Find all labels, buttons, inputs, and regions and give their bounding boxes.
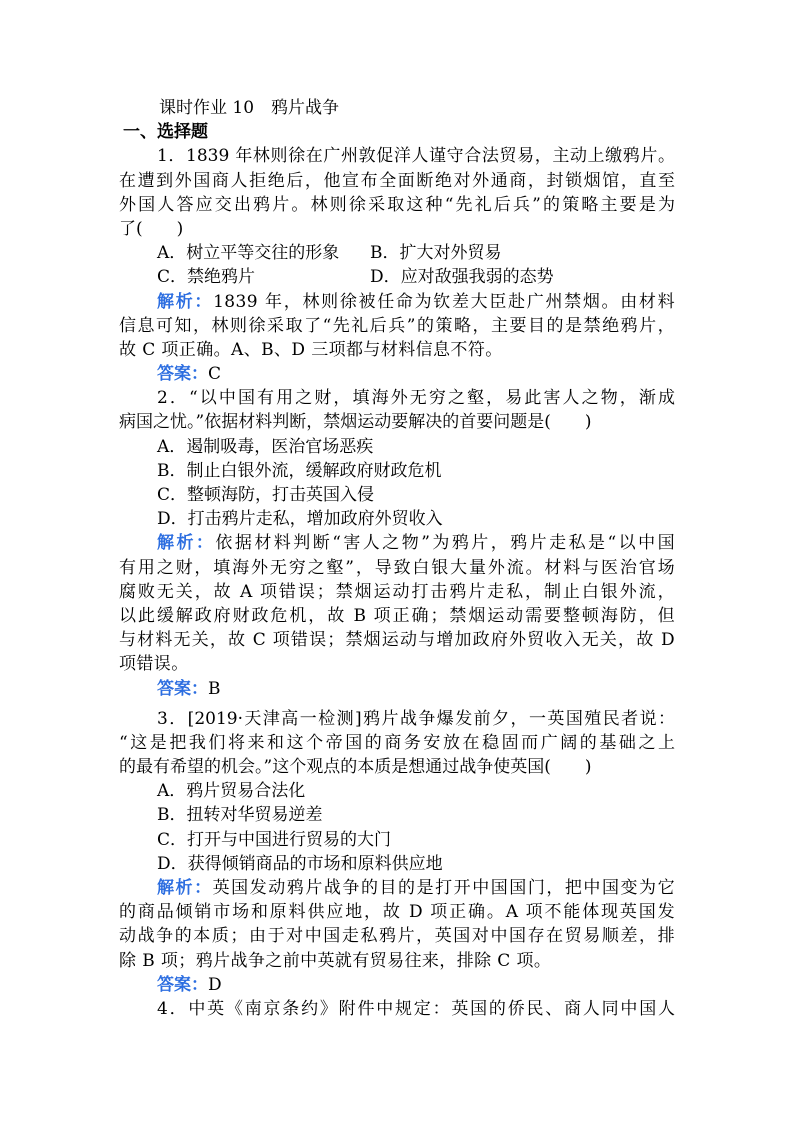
question-text-line: 的最有希望的机会。”这个观点的本质是想通过战争使英国( ): [119, 757, 592, 778]
analysis-line: [119, 876, 675, 900]
worksheet-page: [119, 96, 675, 1021]
analysis-label: 解析：: [157, 533, 216, 554]
analysis-line: 除 B 项；鸦片战争之前中英就有贸易往来，排除 C 项。: [119, 950, 552, 971]
question-text-line: 了( ): [119, 218, 184, 239]
question-text-line: 3．[2019·天津高一检测]鸦片战争爆发前夕，一英国殖民者说：: [157, 708, 675, 729]
analysis-line: 有用之财，填海外无穷之壑”，导致白银大量外流。材料与医治官场: [119, 557, 675, 578]
question-text-line: 病国之忧。”依据材料判断，禁烟运动要解决的首要问题是( ): [119, 412, 592, 433]
answer-label: 答案：: [157, 364, 208, 385]
question-4: [119, 997, 675, 1021]
answer-label: 答案：: [157, 678, 208, 699]
analysis-line: 的商品倾销市场和原料供应地，故 D 项正确。A 项不能体现英国发: [119, 902, 675, 923]
analysis-label: 解析：: [157, 878, 213, 898]
question-text-line: 外国人答应交出鸦片。林则徐采取这种“先礼后兵”的策略主要是为: [119, 194, 675, 215]
option-a: A．树立平等交往的形象: [157, 243, 340, 264]
option-d: D．应对敌强我弱的态势: [370, 267, 554, 288]
analysis-line: [119, 531, 675, 555]
option-row: [119, 241, 675, 265]
option-c: C．禁绝鸦片: [157, 267, 256, 288]
analysis-line: [119, 290, 675, 314]
question-1: [119, 144, 675, 386]
section-heading: 一、选择题: [123, 122, 208, 143]
question-3: [119, 707, 675, 997]
question-text-line: “这是把我们将来和这个帝国的商务安放在稳固而广阔的基础之上: [119, 732, 675, 753]
analysis-line: 以此缓解政府财政危机，故 B 项正确；禁烟运动需要整顿海防，但: [119, 605, 675, 626]
answer-value: C: [208, 364, 222, 385]
option-a: A．遏制吸毒，医治官场恶疾: [157, 436, 374, 457]
answer-line: [119, 362, 675, 386]
analysis-text: 1839 年，林则徐被任命为钦差大臣赴广州禁烟。由材料: [213, 291, 675, 312]
option-b: B．制止白银外流，缓解政府财政危机: [157, 460, 442, 481]
analysis-line: 动战争的本质；由于对中国走私鸦片，英国对中国存在贸易顺差，排: [119, 926, 675, 947]
option-c: C．打开与中国进行贸易的大门: [157, 829, 392, 850]
option-d: D．打击鸦片走私，增加政府外贸收入: [157, 509, 443, 530]
question-2: [119, 386, 675, 700]
page-title: 课时作业 10 鸦片战争: [159, 98, 340, 118]
question-text-line: 4．中英《南京条约》附件中规定：英国的侨民、商人同中国人: [157, 998, 675, 1019]
analysis-line: 故 C 项正确。A、B、D 三项都与材料信息不符。: [119, 339, 503, 360]
analysis-text: 英国发动鸦片战争的目的是打开中国国门，把中国变为它: [212, 878, 675, 898]
option-d: D．获得倾销商品的市场和原料供应地: [157, 853, 443, 874]
question-text-line: 1．1839 年林则徐在广州敦促洋人谨守合法贸易，主动上缴鸦片。: [157, 146, 675, 167]
option-b: B．扭转对华贸易逆差: [157, 805, 323, 826]
option-c: C．整顿海防，打击英国入侵: [157, 485, 375, 505]
analysis-label: 解析：: [157, 291, 214, 312]
analysis-text: 依据材料判断“害人之物”为鸦片，鸦片走私是“以中国: [215, 533, 675, 554]
answer-label: 答案：: [157, 974, 208, 995]
analysis-line: 项错误。: [119, 654, 189, 675]
question-text-line: 在遭到外国商人拒绝后，他宣布全面断绝对外通商，封锁烟馆，直至: [119, 170, 675, 191]
answer-value: D: [208, 974, 222, 995]
analysis-line: 与材料无关，故 C 项错误；禁烟运动与增加政府外贸收入无关，故 D: [119, 630, 675, 651]
answer-line: [119, 677, 675, 701]
option-b: B．扩大对外贸易: [370, 243, 502, 264]
question-text-line: 2．“以中国有用之财，填海外无穷之壑，易此害人之物，渐成: [157, 388, 675, 409]
answer-line: [119, 973, 675, 997]
option-a: A．鸦片贸易合法化: [157, 781, 306, 802]
answer-value: B: [208, 678, 221, 699]
analysis-line: 信息可知，林则徐采取了“先礼后兵”的策略，主要目的是禁绝鸦片，: [119, 315, 675, 336]
analysis-line: 腐败无关，故 A 项错误；禁烟运动打击鸦片走私，制止白银外流，: [119, 581, 675, 602]
option-row: [119, 265, 675, 289]
